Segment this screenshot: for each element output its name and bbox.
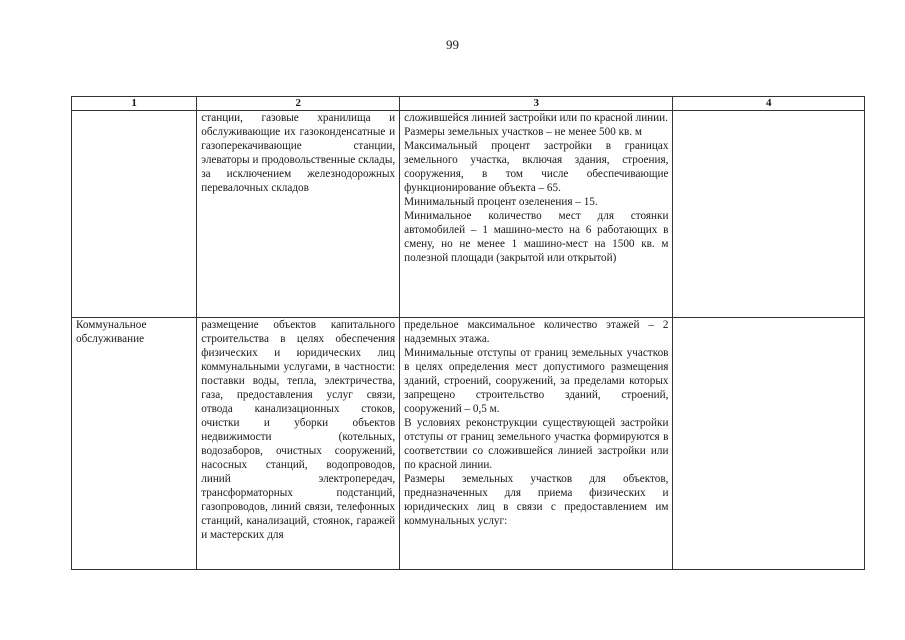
parameter-paragraph: Минимальный процент озеленения – 15. [404,196,598,208]
parameter-paragraph: Минимальное количество мест для стоянки автомобилей – 1 машино-место на 6 работающих в смену, но не менее 1 машино-мест на 1500 кв. м полезной площади (закрытой или открытой) [404,210,669,264]
notes-cell [673,318,865,570]
notes-cell [673,111,865,318]
parameter-paragraph: В условиях реконструкции существующей застройки отступы от границ земельного участка формируются в соответствии со сложившейся линией застройки или по красной линии. [404,417,669,471]
parameters-cell [400,318,673,570]
column-header-1: 1 [72,97,197,111]
regulations-table [71,96,865,570]
column-header-3: 3 [400,97,673,111]
parameter-paragraph: Максимальный процент застройки в границах земельного участка, включая здания, строения, сооружения, в том числе обеспечивающие функционирование объекта – 65. [404,140,669,194]
table-row [72,111,865,318]
parameter-paragraph: Размеры земельных участков – не менее 500 кв. м [404,126,643,138]
parameters-cell [400,111,673,318]
column-header-2: 2 [197,97,400,111]
parameter-paragraph: Размеры земельных участков для объектов, предназначенных для приема физических и юридических лиц в связи с предоставлением им коммунальных услуг: [404,473,669,527]
column-header-4: 4 [673,97,865,111]
description-text: станции, газовые хранилища и обслуживающие их газоконденсатные и газоперекачивающие станции, элеваторы и продовольственные склады, за исключением железнодорожных перевалочных складов [201,112,396,194]
permitted-use-description [197,318,400,570]
description-text: размещение объектов капитального строительства в целях обеспечения физических и юридических лиц коммунальными услугами, в частности: поставки воды, тепла, электричества, газа, предоставления услуг связи, отвода канализационных стоков, очистки и уборки объектов недвижимости (котельных, водозаборов, очистных сооружений, насосных станций, водопроводов, линий электропередач, трансформаторных подстанций, газопроводов, линий связи, телефонных станций, канализаций, стоянок, гаражей и мастерских для [201,319,396,541]
parameter-paragraph: предельное максимальное количество этажей – 2 надземных этажа. [404,319,669,345]
table-row [72,318,865,570]
table-header-row [72,97,865,111]
permitted-use-name [72,111,197,318]
permitted-use-name: Коммунальное обслуживание [72,318,197,570]
permitted-use-description [197,111,400,318]
page-number: 99 [446,37,459,52]
parameter-paragraph: Минимальные отступы от границ земельных участков в целях определения мест допустимого размещения зданий, строений, сооружений, за пределами которых запрещено строительство зданий, строений, сооружений – 0,5 м. [404,347,669,415]
parameter-paragraph: сложившейся линией застройки или по красной линии. [404,112,668,124]
